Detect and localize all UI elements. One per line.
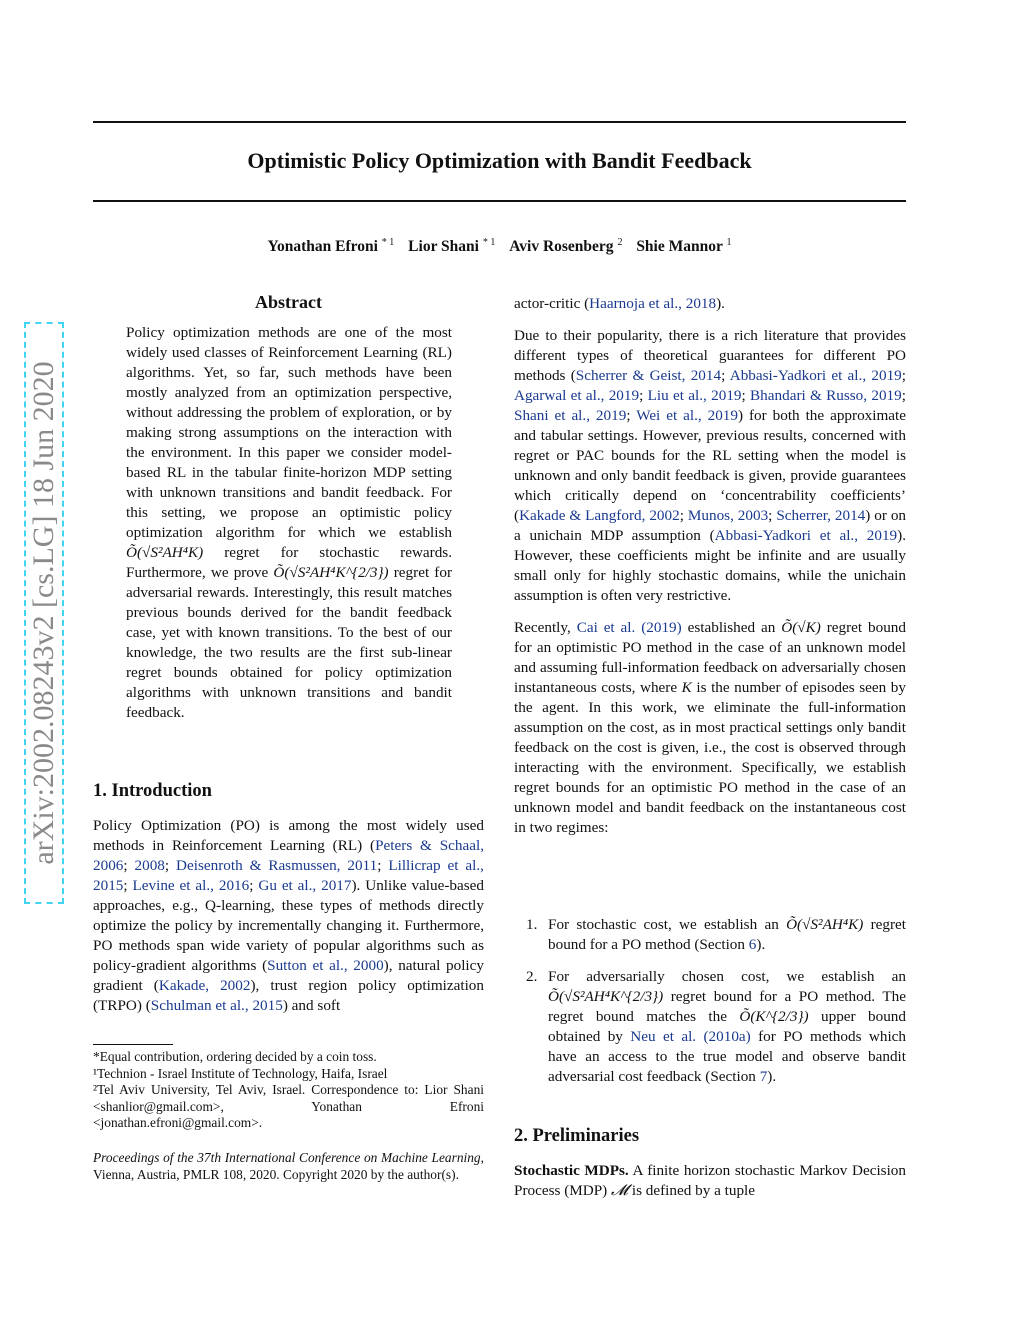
author-4: Shie Mannor $^1$: [636, 237, 732, 256]
intro-heading: 1. Introduction: [93, 781, 212, 801]
paragraph: actor-critic (Haarnoja et al., 2018).: [514, 295, 725, 312]
author-2: Lior Shani $^{* 1}$: [408, 237, 496, 256]
citation-link[interactable]: Neu et al. (2010a): [630, 1028, 751, 1045]
abstract-heading: Abstract: [255, 292, 322, 312]
citation-link[interactable]: Wei et al., 2019: [636, 407, 738, 424]
citation-link[interactable]: Peters & Schaal, 2006: [93, 837, 484, 874]
citation-link[interactable]: Abbasi-Yadkori et al., 2019: [714, 527, 898, 544]
top-rule: [93, 121, 906, 123]
list-item: 2. For adversarially chosen cost, we establish an Õ(√S²AH⁴K^{2/3}) regret bound for a PO method. The regret bound matches the Õ(K^{2/3}) upper bound obtained by Neu et al. (2010a) for PO methods which have an access to the true model and observe bandit adversarial cost feedback (Section 7).: [526, 968, 906, 1085]
paper-title: Optimistic Policy Optimization with Bandit Feedback: [247, 148, 752, 173]
citation-link[interactable]: Sutton et al., 2000: [267, 957, 384, 974]
citation-link[interactable]: Scherrer, 2014: [776, 507, 866, 524]
citation-link[interactable]: Levine et al., 2016: [132, 877, 250, 894]
author-3: Aviv Rosenberg $^2$: [509, 237, 623, 256]
citation-link[interactable]: Scherrer & Geist, 2014: [575, 367, 722, 384]
citation-link[interactable]: Abbasi-Yadkori et al., 2019: [729, 367, 902, 384]
right-column: [514, 294, 906, 850]
paragraph: Recently, Cai et al. (2019) established an Õ(√K) regret bound for an optimistic PO method in the case of an unknown model and assuming full-information feedback on adversarially chosen instantaneous costs, where K is the number of episodes seen by the agent. In this work, we eliminate the full-information assumption on the cost, as in most practical settings only bandit feedback on the cost is given, i.e., the cost is observed through interacting with the environment. Specifically, we establish regret bounds for an optimistic PO method in the case of an unknown model and bandit feedback on the instantaneous cost in two regimes:: [514, 619, 906, 836]
citation-link[interactable]: Munos, 2003: [687, 507, 769, 524]
paragraph: Due to their popularity, there is a rich literature that provides different types of theoretical guarantees for different PO methods (Scherrer & Geist, 2014; Abbasi-Yadkori et al., 2019; Agarwal et al., 2019; Liu et al., 2019; Bhandari & Russo, 2019; Shani et al., 2019; Wei et al., 2019) for both the approximate and tabular settings. However, previous results, concerned with regret or PAC bounds for the RL setting when the model is unknown and only bandit feedback is given, provide guarantees which critically depend on ‘concentrability coefficients’ (Kakade & Langford, 2002; Munos, 2003; Scherrer, 2014) or on a unichain MDP assumption (Abbasi-Yadkori et al., 2019). However, these coefficients might be infinite and are usually small only for highly stochastic domains, while the unichain assumption is often very restrictive.: [514, 327, 907, 604]
footnotes: [93, 1049, 484, 1132]
intro-paragraph: Policy Optimization (PO) is among the most widely used methods in Reinforcement Learning (RL) (Peters & Schaal, 2006; 2008; Deisenroth & Rasmussen, 2011; Lillicrap et al., 2015; Levine et al., 2016; Gu et al., 2017). Unlike value-based approaches, e.g., Q-learning, these types of methods directly optimize the policy by incrementally changing it. Furthermore, PO methods span wide variety of popular algorithms such as policy-gradient algorithms (Sutton et al., 2000), natural policy gradient (Kakade, 2002), trust region policy optimization (TRPO) (Schulman et al., 2015) and soft: [93, 817, 485, 1014]
citation-link[interactable]: Cai et al. (2019): [576, 619, 682, 636]
proceedings-note: Proceedings of the 37th International Conference on Machine Learning, Vienna, Austria, PMLR 108, 2020. Copyright 2020 by the author(s).: [93, 1150, 484, 1182]
prelim-heading: 2. Preliminaries: [514, 1126, 640, 1146]
citation-link[interactable]: Haarnoja et al., 2018: [589, 295, 717, 312]
author-1: Yonathan Efroni $^{* 1}$: [267, 237, 395, 256]
citation-link[interactable]: Gu et al., 2017: [258, 877, 352, 894]
citation-link[interactable]: Shani et al., 2019: [514, 407, 627, 424]
section-link[interactable]: 7: [759, 1068, 768, 1085]
section-link[interactable]: 6: [748, 936, 757, 953]
citation-link[interactable]: Kakade, 2002: [158, 977, 251, 994]
author-list: [93, 237, 906, 256]
citation-link[interactable]: 2008: [134, 857, 165, 874]
footnote-affil-1: ¹Technion - Israel Institute of Technology, Haifa, Israel: [93, 1065, 388, 1081]
citation-link[interactable]: Deisenroth & Rasmussen, 2011: [176, 857, 378, 874]
math-regret-adversarial: Õ(√S²AH⁴K^{2/3}): [273, 564, 389, 581]
citation-link[interactable]: Schulman et al., 2015: [150, 997, 283, 1014]
citation-link[interactable]: Liu et al., 2019: [647, 387, 742, 404]
math-regret-stochastic: Õ(√S²AH⁴K): [126, 544, 204, 561]
citation-link[interactable]: Bhandari & Russo, 2019: [750, 387, 902, 404]
citation-link[interactable]: Agarwal et al., 2019: [514, 387, 640, 404]
citation-link[interactable]: Lillicrap et al., 2015: [93, 857, 484, 894]
arxiv-stamp[interactable]: [24, 322, 64, 904]
title-bottom-rule: [93, 200, 906, 202]
footnote-affil-2: ²Tel Aviv University, Tel Aviv, Israel. Correspondence to: Lior Shani <shanlior@gmail.com>, Yonathan Efroni <jonathan.efroni@gmail.com>.: [93, 1082, 484, 1131]
contribution-list: [514, 915, 906, 1099]
arxiv-id: arXiv:2002.08243v2 [cs.LG] 18 Jun 2020: [27, 361, 60, 865]
footnote-rule: [93, 1044, 173, 1045]
prelim-paragraph: Stochastic MDPs. A finite horizon stochastic Markov Decision Process (MDP) 𝓜 is defined by a tuple: [514, 1162, 906, 1199]
citation-link[interactable]: Kakade & Langford, 2002: [519, 507, 680, 524]
abstract-body: Policy optimization methods are one of the most widely used classes of Reinforcement Learning (RL) algorithms. Yet, so far, such methods have been mostly analyzed from an optimization perspective, without addressing the problem of exploration, or by making strong assumptions on the interaction with the environment. In this paper we consider model-based RL in the tabular finite-horizon MDP setting with unknown transitions and bandit feedback. For this setting, we propose an optimistic policy optimization algorithm for which we establish Õ(√S²AH⁴K) regret for stochastic rewards. Furthermore, we prove Õ(√S²AH⁴K^{2/3}) regret for adversarial rewards. Interestingly, this result matches previous bounds derived for the bandit feedback case, yet with known transitions. To the best of our knowledge, the two results are the first sub-linear regret bounds obtained for policy optimization algorithms with unknown transitions and bandit feedback.: [126, 324, 453, 721]
list-item: 1. For stochastic cost, we establish an Õ(√S²AH⁴K) regret bound for a PO method (Section 6).: [526, 916, 906, 953]
footnote-equal: *Equal contribution, ordering decided by a coin toss.: [93, 1049, 377, 1064]
